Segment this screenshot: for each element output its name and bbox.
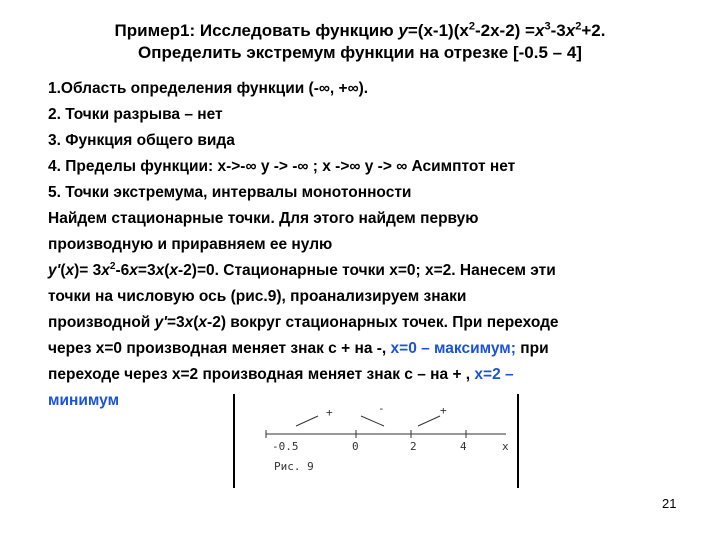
- derivative-line: [48, 258, 688, 284]
- increasing-arrow: [296, 416, 318, 426]
- body-text: =3: [137, 262, 156, 279]
- body-line: точки на числовую ось (рис.9), проанализируем знаки: [48, 288, 467, 305]
- body-text: x: [101, 262, 110, 279]
- sign-minus: -: [378, 402, 385, 415]
- axis-label: 4: [460, 440, 467, 453]
- body-text: y': [154, 314, 167, 331]
- body-text: при: [515, 340, 549, 357]
- body-text: y': [48, 262, 61, 279]
- body-line: Найдем стационарные точки. Для этого найдем первую: [48, 210, 479, 227]
- figure-caption: Рис. 9: [274, 460, 314, 473]
- title-superscript: 2: [575, 20, 582, 33]
- body-superscript: 2: [109, 260, 116, 272]
- body-text: переходе через x=2 производная меняет знак с – на + ,: [48, 366, 475, 383]
- title-text: -2x-2) =: [474, 21, 535, 40]
- title-text: -3: [550, 21, 566, 40]
- body-line: [48, 362, 688, 388]
- body-text: производной: [48, 314, 155, 331]
- body-text: -2) вокруг стационарных точек. При переходе: [207, 314, 559, 331]
- body-text: x: [169, 262, 179, 279]
- body-line: 1.Область определения функции (-∞, +∞).: [48, 80, 369, 97]
- title-text: +2.: [581, 21, 606, 40]
- title-text: y: [398, 21, 408, 40]
- minimum-highlight-continued: минимум: [48, 392, 120, 409]
- body-text: (: [60, 262, 66, 279]
- axis-label: x: [502, 440, 509, 453]
- slide-title: [40, 20, 680, 64]
- title-text: Пример1: Исследовать функцию: [114, 21, 399, 40]
- body-text: x: [65, 262, 75, 279]
- body-text: (: [164, 262, 170, 279]
- minimum-highlight: x=2 –: [474, 366, 514, 383]
- decreasing-arrow: [361, 416, 384, 426]
- body-line: 3. Функция общего вида: [48, 132, 235, 149]
- page-number: 21: [662, 496, 677, 511]
- title-text: =(x-1)(x: [407, 21, 469, 40]
- title-superscript: 2: [468, 20, 475, 33]
- title-line-2: Определить экстремум функции на отрезке [-0.5 – 4]: [138, 43, 582, 62]
- body-text: x: [155, 262, 165, 279]
- body-line: 5. Точки экстремума, интервалы монотонности: [48, 184, 412, 201]
- title-text: x: [565, 21, 576, 40]
- body-text: -6: [115, 262, 130, 279]
- body-line: 2. Точки разрыва – нет: [48, 106, 223, 123]
- body-text: через x=0 производная меняет знак с + на -,: [48, 340, 391, 357]
- body-text: -2)=0. Стационарные точки x=0; x=2. Нанесем эти: [178, 262, 556, 279]
- slide-body: [48, 76, 688, 414]
- axis-label: 2: [410, 440, 417, 453]
- body-line: [48, 310, 688, 336]
- body-line: 4. Пределы функции: x->-∞ y -> -∞ ; x ->∞ y -> ∞ Асимптот нет: [48, 158, 516, 175]
- body-text: =3: [166, 314, 185, 331]
- axis-label: 0: [352, 440, 359, 453]
- body-line: производную и приравняем ее нулю: [48, 236, 333, 253]
- body-text: (: [193, 314, 199, 331]
- sign-plus: +: [326, 406, 333, 419]
- sign-plus: +: [440, 404, 447, 417]
- number-line-figure: [226, 392, 526, 492]
- increasing-arrow: [418, 416, 440, 426]
- title-superscript: 3: [544, 20, 551, 33]
- body-text: x: [184, 314, 194, 331]
- body-line: [48, 336, 688, 362]
- title-line-1: [40, 20, 680, 42]
- body-text: x: [198, 314, 208, 331]
- body-text: )= 3: [74, 262, 102, 279]
- axis-label: -0.5: [272, 440, 299, 453]
- maximum-highlight: x=0 – максимум;: [390, 340, 516, 357]
- body-text: x: [129, 262, 138, 279]
- title-text: x: [534, 21, 545, 40]
